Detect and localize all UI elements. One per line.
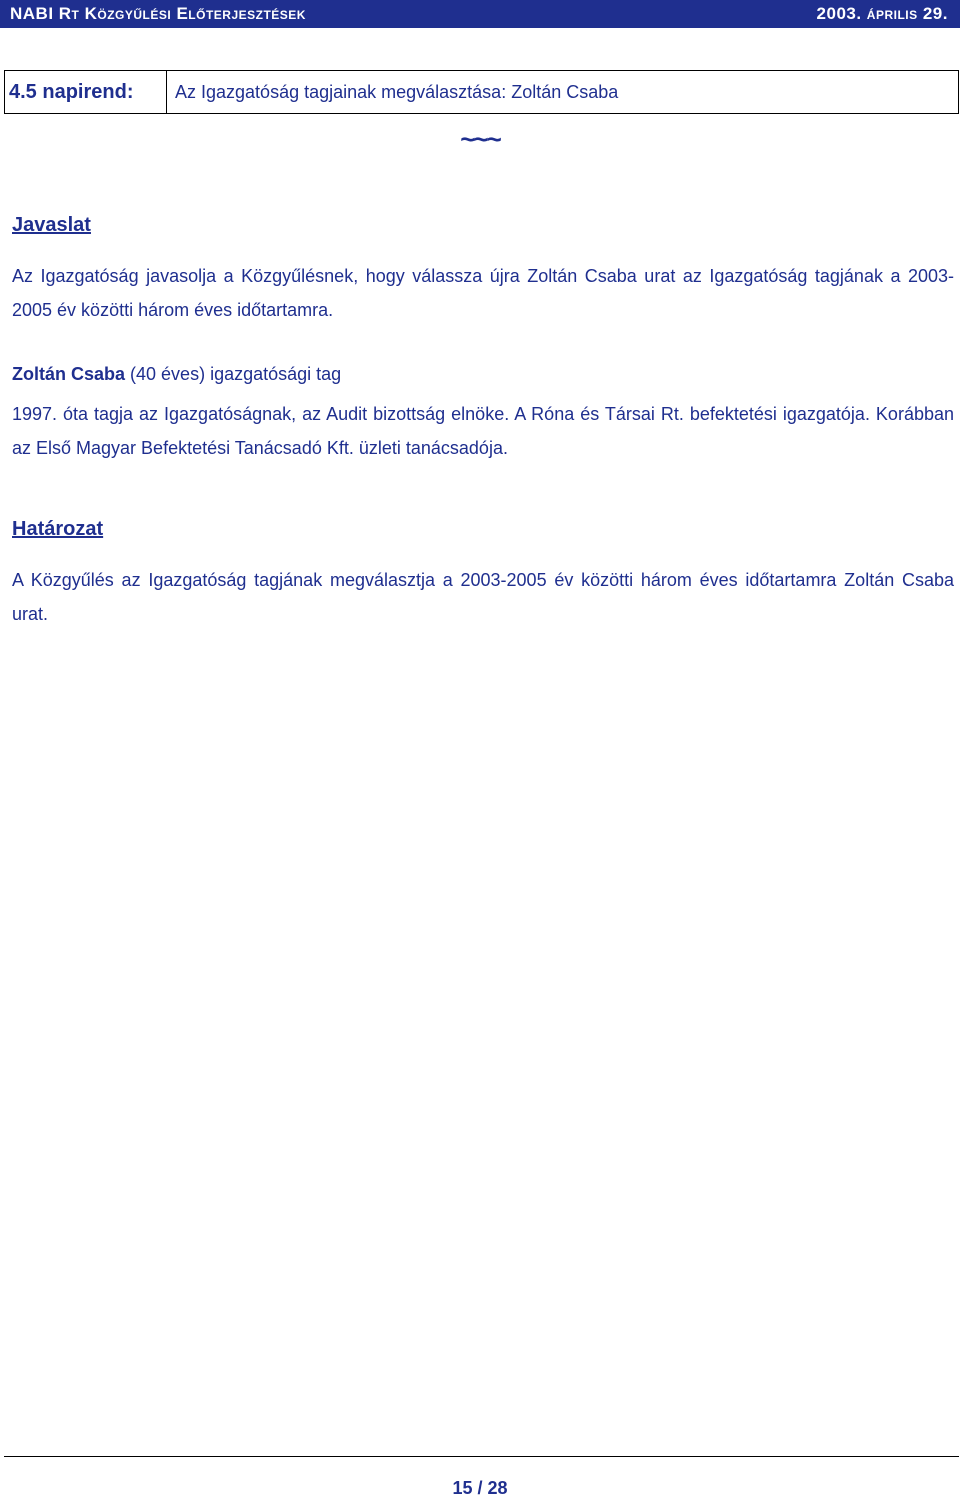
- agenda-box: [4, 70, 959, 114]
- bio-heading: [12, 364, 341, 385]
- section-separator: ~~~: [460, 124, 500, 154]
- bio-name: Zoltán Csaba: [12, 364, 126, 384]
- agenda-label: 4.5 napirend:: [5, 71, 167, 113]
- page-number: 15 / 28: [452, 1478, 508, 1498]
- resolution-heading: Határozat: [12, 518, 104, 540]
- agenda-title: Az Igazgatóság tagjainak megválasztása: Zoltán Csaba: [175, 81, 619, 102]
- resolution-text: A Közgyűlés az Igazgatóság tagjának megválasztja a 2003-2005 év közötti három éves időtartamra Zoltán Csaba urat.: [12, 570, 954, 624]
- bio-role: (40 éves) igazgatósági tag: [125, 364, 342, 384]
- footer-divider: [4, 1456, 959, 1457]
- bio-text: 1997. óta tagja az Igazgatóságnak, az Audit bizottság elnöke. A Róna és Társai Rt. befektetési igazgatója. Korábban az Első Magyar Befektetési Tanácsadó Kft. üzleti tanácsadója.: [12, 404, 954, 458]
- proposal-text: Az Igazgatóság javasolja a Közgyűlésnek, hogy válassza újra Zoltán Csaba urat az Igazgatóság tagjának a 2003-2005 év közötti három éves időtartamra.: [12, 266, 954, 320]
- document-header: [0, 0, 960, 28]
- header-date: 2003. április 29.: [816, 4, 948, 23]
- proposal-heading: Javaslat: [12, 214, 91, 236]
- header-title: NABI Rt Közgyűlési Előterjesztések: [10, 4, 306, 23]
